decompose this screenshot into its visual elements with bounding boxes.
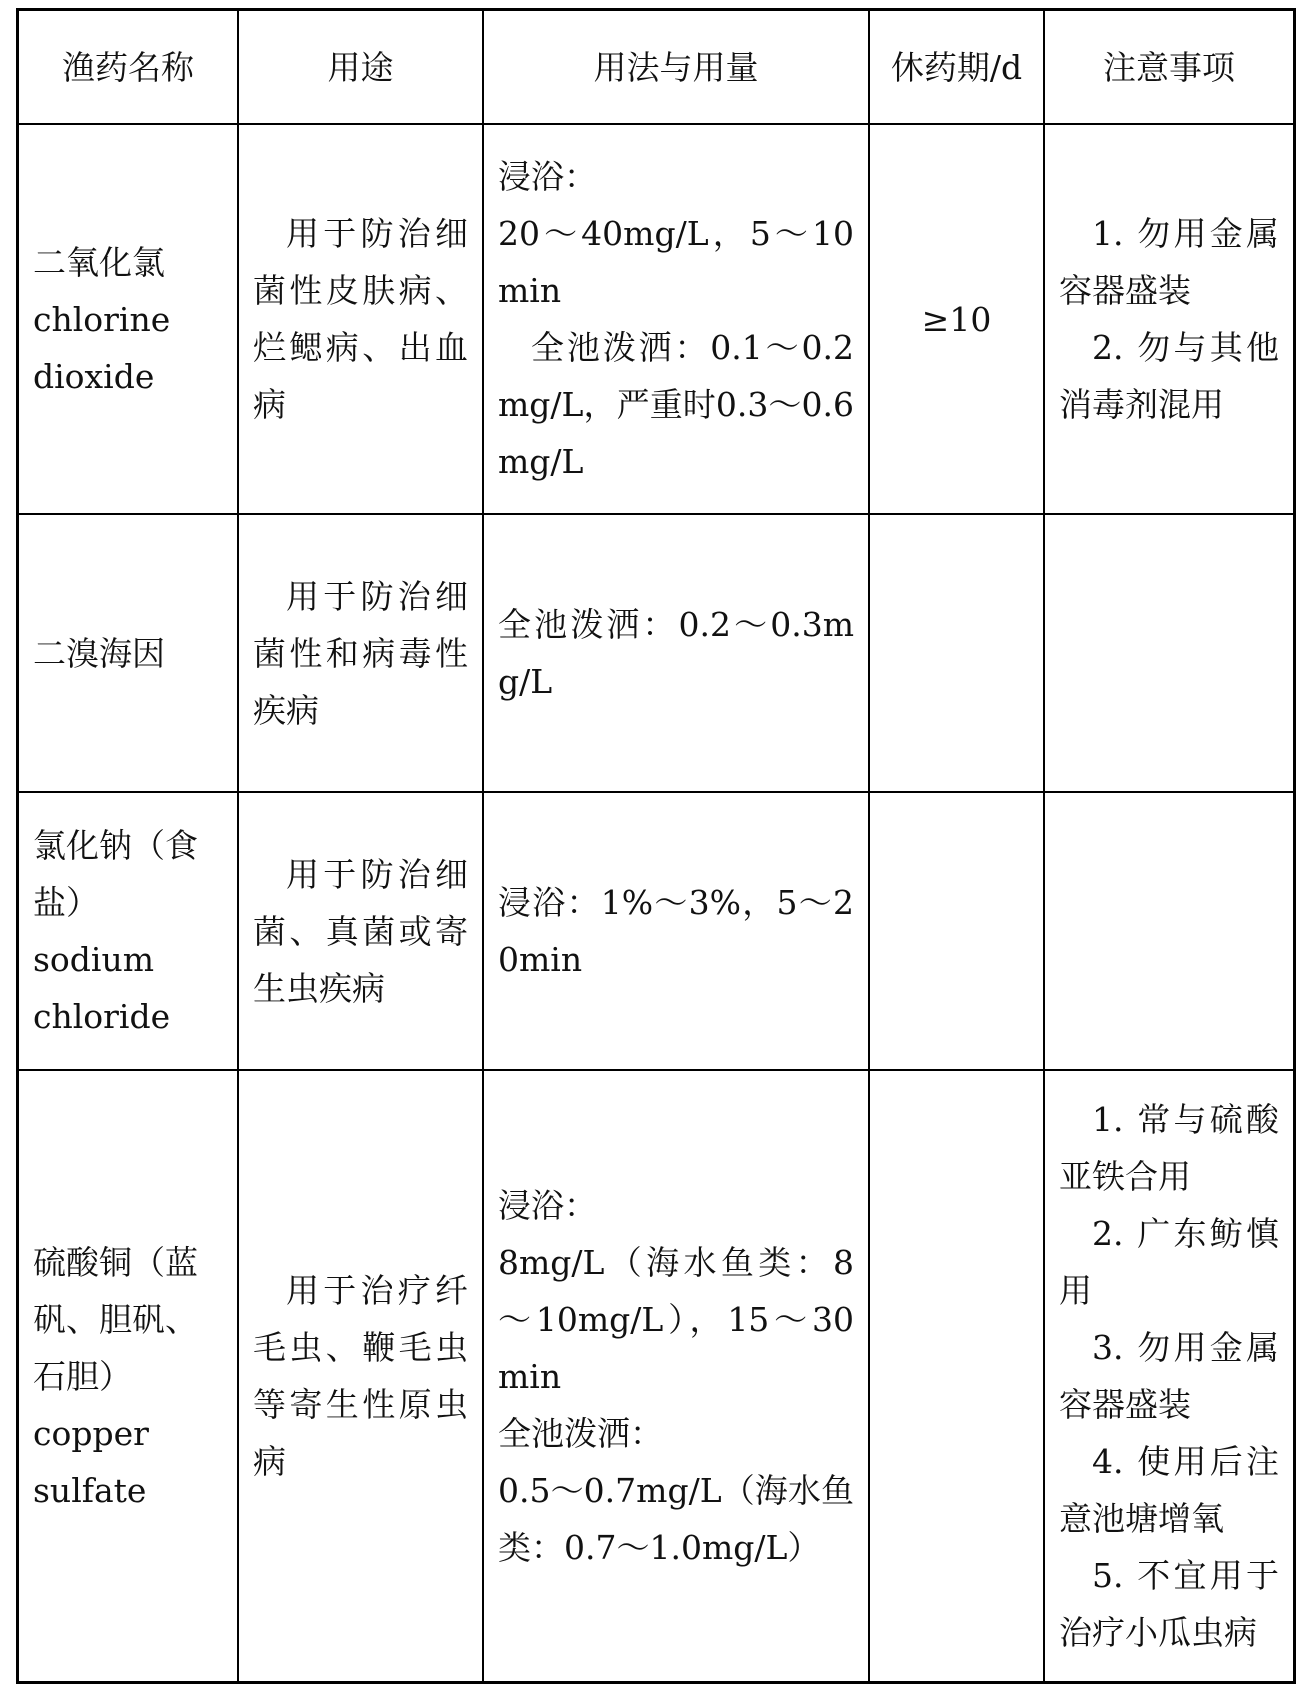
note-item: 2. 勿与其他消毒剂混用 (1059, 328, 1279, 424)
method-line: 浸浴： (498, 157, 597, 196)
method-cell (483, 124, 869, 514)
method-cell (483, 1070, 869, 1683)
drug-name-cn: 二溴海因 (33, 633, 165, 673)
notes-cell (1044, 792, 1295, 1070)
method-line: 全池泼洒： (498, 1413, 663, 1453)
notes-cell (1044, 1070, 1295, 1683)
drug-name-en: chlorine (33, 299, 171, 339)
header-usage-dosage: 用法与用量 (483, 10, 869, 125)
drug-table (16, 8, 1296, 1684)
drug-name-cell (18, 792, 239, 1070)
table-row (18, 124, 1295, 514)
drug-name-en: sodium (33, 940, 155, 979)
table-row (18, 792, 1295, 1070)
method-line: 0.5～0.7mg/L（海水鱼类：0.7～1.0mg/L） (498, 1470, 854, 1567)
use-cell: 用于防治细菌性和病毒性疾病 (238, 514, 483, 792)
withdrawal-cell (869, 1070, 1044, 1683)
drug-name-cn: 氯化钠（食盐） (33, 826, 198, 922)
method-line: 全池泼洒：0.1～0.2mg/L，严重时0.3～0.6mg/L (498, 328, 854, 481)
drug-name-en: sulfate (33, 1470, 147, 1510)
withdrawal-cell (869, 514, 1044, 792)
drug-name-en: chloride (33, 997, 171, 1036)
drug-name-cell (18, 1070, 239, 1683)
withdrawal-cell: ≥10 (869, 124, 1044, 514)
method-cell (483, 514, 869, 792)
method-cell (483, 792, 869, 1070)
use-cell: 用于防治细菌性皮肤病、烂鳃病、出血病 (238, 124, 483, 514)
header-drug-name: 渔药名称 (18, 10, 239, 125)
use-cell: 用于治疗纤毛虫、鞭毛虫等寄生性原虫病 (238, 1070, 483, 1683)
table-row (18, 1070, 1295, 1683)
header-withdrawal-period: 休药期/d (869, 10, 1044, 125)
drug-name-cn: 二氧化氯 (33, 242, 165, 282)
withdrawal-cell (869, 792, 1044, 1070)
note-item: 4. 使用后注意池塘增氧 (1059, 1442, 1279, 1538)
note-item: 5. 不宜用于治疗小瓜虫病 (1059, 1556, 1279, 1652)
note-item: 3. 勿用金属容器盛装 (1059, 1328, 1279, 1424)
table-row (18, 514, 1295, 792)
header-use: 用途 (238, 10, 483, 125)
drug-name-cell (18, 514, 239, 792)
drug-name-cell (18, 124, 239, 514)
header-row (18, 10, 1295, 125)
method-line: 浸浴： (498, 1185, 597, 1225)
use-cell: 用于防治细菌、真菌或寄生虫疾病 (238, 792, 483, 1070)
note-item: 1. 勿用金属容器盛装 (1059, 214, 1279, 310)
note-item: 1. 常与硫酸亚铁合用 (1059, 1100, 1279, 1196)
notes-cell (1044, 124, 1295, 514)
header-precautions: 注意事项 (1044, 10, 1295, 125)
method-line: 全池泼洒：0.2～0.3mg/L (498, 605, 854, 701)
method-line: 8mg/L（海水鱼类：8～10mg/L），15～30min (498, 1242, 854, 1396)
drug-name-en: copper (33, 1413, 149, 1453)
drug-name-en: dioxide (33, 356, 155, 396)
method-line: 20～40mg/L，5～10min (498, 214, 854, 310)
drug-name-cn: 硫酸铜（蓝矾、胆矾、石胆） (33, 1242, 198, 1396)
method-line: 浸浴：1%～3%，5～20min (498, 883, 854, 979)
notes-cell (1044, 514, 1295, 792)
note-item: 2. 广东鲂慎用 (1059, 1214, 1279, 1310)
